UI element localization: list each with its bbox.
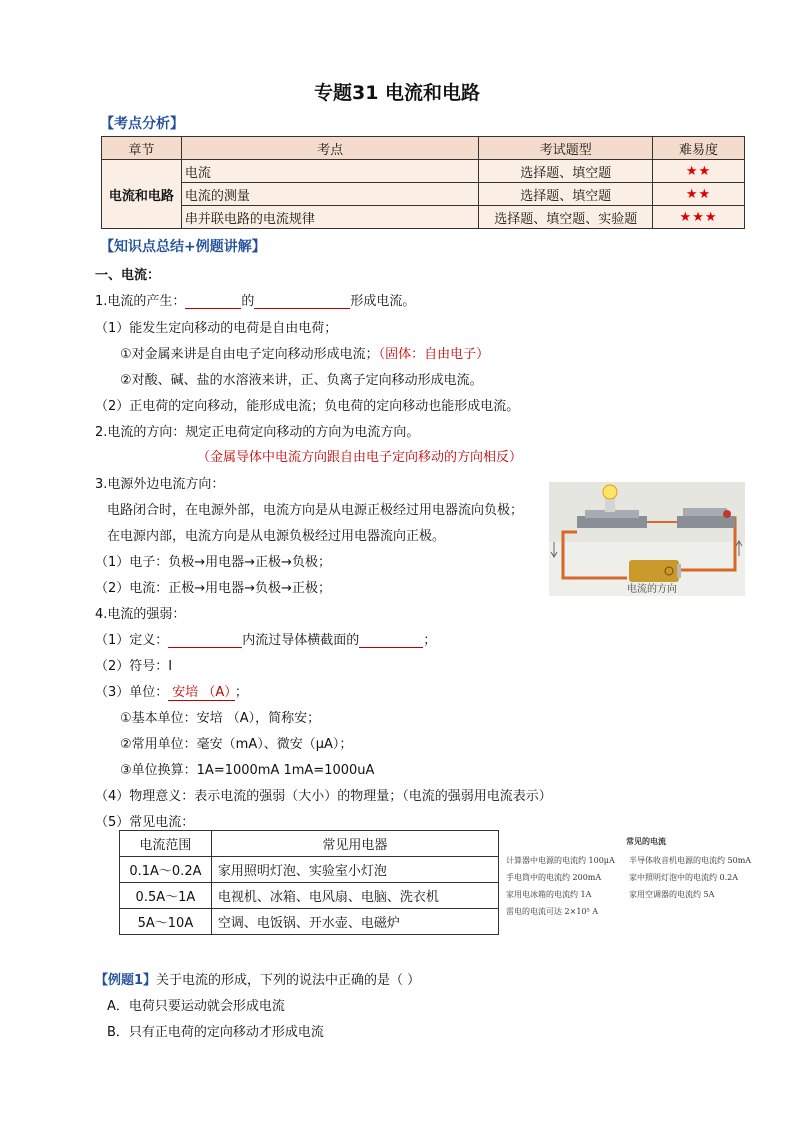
answer-blank[interactable]: 安培 （A） bbox=[168, 685, 235, 701]
level-stars: ★★ bbox=[653, 183, 745, 206]
line-text: ③单位换算：1A=1000mA 1mA=1000uA bbox=[120, 763, 375, 778]
level-stars: ★★ bbox=[653, 160, 745, 183]
line-text bbox=[120, 343, 489, 362]
circuit-diagram-image bbox=[549, 482, 745, 596]
table-header-row bbox=[120, 831, 499, 857]
example-tag: 【例题1】 bbox=[95, 973, 157, 988]
option-b[interactable]: B．只有正电荷的定向移动才形成电流 bbox=[107, 1025, 324, 1040]
line-text: （2）符号：I bbox=[95, 659, 173, 674]
line-text: 2.电流的方向：规定正电荷定向移动的方向为电流方向。 bbox=[95, 425, 420, 440]
range-cell: 0.1A～0.2A bbox=[120, 857, 212, 883]
header-point: 考点 bbox=[181, 137, 478, 160]
section-analysis-heading: 【考点分析】 bbox=[100, 116, 184, 132]
fill-blank[interactable] bbox=[254, 293, 350, 309]
type-cell: 选择题、填空题 bbox=[479, 160, 653, 183]
text: ； bbox=[423, 633, 437, 648]
text: 的 bbox=[241, 294, 255, 309]
line-text: （5）常见电流： bbox=[95, 815, 195, 830]
point-cell: 电流 bbox=[181, 160, 478, 183]
line-text: （2）电流：正极→用电器→负极→正极； bbox=[95, 581, 331, 596]
line-definition bbox=[95, 629, 436, 648]
line-text: 3.电源外边电流方向： bbox=[95, 477, 225, 492]
common-current-item: 手电筒中的电流约 200mA bbox=[506, 873, 602, 882]
header-range: 电流范围 bbox=[120, 831, 212, 857]
common-current-table bbox=[119, 830, 499, 935]
red-note: （金属导体中电流方向跟自由电子定向移动的方向相反） bbox=[197, 450, 523, 465]
common-current-title: 常见的电流 bbox=[626, 836, 666, 846]
line-text: ②对酸、碱、盐的水溶液来讲，正、负离子定向移动形成电流。 bbox=[120, 373, 483, 388]
text: （3）单位： bbox=[95, 685, 169, 700]
line-text: （2）正电荷的定向移动，能形成电流；负电荷的定向移动也能形成电流。 bbox=[95, 399, 520, 414]
red-note: （固体：自由电子） bbox=[378, 347, 490, 362]
type-cell: 选择题、填空题 bbox=[479, 183, 653, 206]
line-current-generation bbox=[95, 290, 415, 309]
table-header-row bbox=[102, 137, 745, 160]
common-current-item: 半导体收音机电源的电流约 50mA bbox=[629, 856, 752, 865]
line-text: （1）电子：负极→用电器→正极→负极； bbox=[95, 555, 331, 570]
heading-current: 一、电流： bbox=[95, 268, 161, 283]
text: 1.电流的产生： bbox=[95, 294, 186, 309]
table-row bbox=[120, 883, 499, 909]
line-text: 4.电流的强弱： bbox=[95, 607, 186, 622]
fill-blank[interactable] bbox=[185, 293, 241, 309]
table-row bbox=[102, 160, 745, 183]
line-text: ②常用单位：毫安（mA）、微安（μA）； bbox=[120, 737, 353, 752]
table-row bbox=[102, 183, 745, 206]
table-row bbox=[120, 909, 499, 935]
section-summary-heading: 【知识点总结+例题讲解】 bbox=[100, 239, 266, 255]
line-text: 在电源内部，电流方向是从电源负极经过用电器流向正极。 bbox=[107, 529, 446, 544]
range-cell: 5A～10A bbox=[120, 909, 212, 935]
text: 形成电流。 bbox=[350, 294, 416, 309]
line-text: （4）物理意义：表示电流的强弱（大小）的物理量；（电流的强弱用电流表示） bbox=[95, 789, 552, 804]
fill-blank[interactable] bbox=[359, 632, 423, 648]
page-title: 专题31 电流和电路 bbox=[313, 82, 481, 104]
line-unit bbox=[95, 681, 248, 700]
question-text: 关于电流的形成，下列的说法中正确的是（ ） bbox=[156, 973, 421, 988]
common-current-item: 家用空调器的电流约 5A bbox=[629, 890, 715, 899]
example-question bbox=[95, 969, 420, 988]
common-current-item: 家中照明灯泡中的电流约 0.2A bbox=[629, 873, 739, 882]
common-current-item: 雷电的电流可达 2×10⁵ A bbox=[506, 907, 599, 916]
text: 内流过导体横截面的 bbox=[242, 633, 360, 648]
devices-cell: 空调、电饭锅、开水壶、电磁炉 bbox=[211, 909, 498, 935]
table-row bbox=[102, 206, 745, 229]
line-text: （1）能发生定向移动的电荷是自由电荷； bbox=[95, 321, 338, 336]
common-current-item: 家用电冰箱的电流约 1A bbox=[506, 890, 592, 899]
devices-cell: 家用照明灯泡、实验室小灯泡 bbox=[211, 857, 498, 883]
header-type: 考试题型 bbox=[479, 137, 653, 160]
line-text: ①基本单位：安培 （A），简称安； bbox=[120, 711, 321, 726]
range-cell: 0.5A～1A bbox=[120, 883, 212, 909]
chapter-cell: 电流和电路 bbox=[102, 160, 182, 229]
text: ； bbox=[234, 685, 248, 700]
header-level: 难易度 bbox=[653, 137, 745, 160]
text: ①对金属来讲是自由电子定向移动形成电流； bbox=[120, 347, 379, 362]
text: （1）定义： bbox=[95, 633, 169, 648]
option-a[interactable]: A．电荷只要运动就会形成电流 bbox=[107, 999, 285, 1014]
point-cell: 电流的测量 bbox=[181, 183, 478, 206]
fill-blank[interactable] bbox=[168, 632, 242, 648]
circuit-illustration bbox=[549, 482, 745, 596]
point-cell: 串并联电路的电流规律 bbox=[181, 206, 478, 229]
common-current-item: 计算器中电源的电流约 100μA bbox=[506, 856, 615, 865]
header-chapter: 章节 bbox=[102, 137, 182, 160]
exam-points-table bbox=[101, 136, 745, 229]
devices-cell: 电视机、冰箱、电风扇、电脑、洗衣机 bbox=[211, 883, 498, 909]
circuit-caption: 电流的方向 bbox=[627, 584, 677, 595]
table-row bbox=[120, 857, 499, 883]
type-cell: 选择题、填空题、实验题 bbox=[479, 206, 653, 229]
header-devices: 常见用电器 bbox=[211, 831, 498, 857]
line-text: 电路闭合时，在电源外部，电流方向是从电源正极经过用电器流向负极； bbox=[107, 503, 524, 518]
level-stars: ★★★ bbox=[653, 206, 745, 229]
